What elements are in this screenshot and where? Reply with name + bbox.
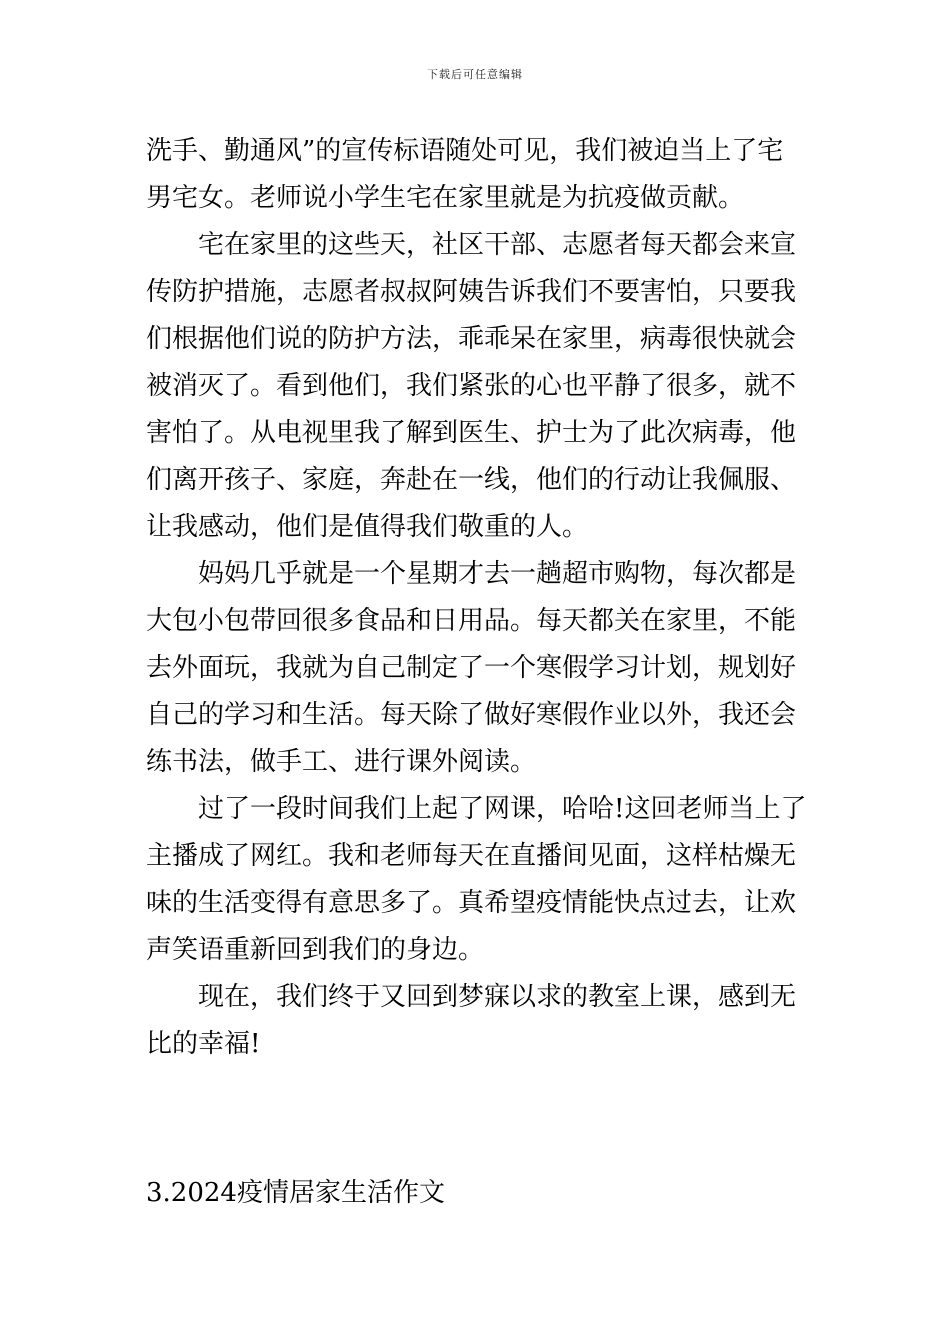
paragraph-start-line: 现在，我们终于又回到梦寐以求的教室上课，感到无 — [198, 982, 797, 1012]
section-heading: 3.2024疫情居家生活作文 — [146, 1178, 445, 1208]
text-line: 自己的学习和生活。每天除了做好寒假作业以外，我还会 — [146, 700, 797, 730]
paragraph-start-line: 宅在家里的这些天，社区干部、志愿者每天都会来宣 — [198, 230, 797, 260]
text-line: 们离开孩子、家庭，奔赴在一线，他们的行动让我佩服、 — [146, 465, 797, 495]
text-line: 练书法，做手工、进行课外阅读。 — [146, 747, 537, 777]
text-line: 声笑语重新回到我们的身边。 — [146, 935, 485, 965]
text-line: 比的幸福! — [146, 1029, 261, 1059]
text-line: 传防护措施，志愿者叔叔阿姨告诉我们不要害怕，只要我 — [146, 277, 797, 307]
text-line: 害怕了。从电视里我了解到医生、护士为了此次病毒，他 — [146, 418, 797, 448]
text-line: 洗手、勤通风”的宣传标语随处可见，我们被迫当上了宅 — [146, 136, 784, 166]
page-header: 下载后可任意编辑 — [427, 68, 523, 81]
paragraph-start-line: 过了一段时间我们上起了网课，哈哈!这回老师当上了 — [198, 794, 807, 824]
text-line: 味的生活变得有意思多了。真希望疫情能快点过去，让欢 — [146, 888, 797, 918]
essay-body — [146, 128, 808, 1068]
paragraph-start-line: 妈妈几乎就是一个星期才去一趟超市购物，每次都是 — [198, 559, 797, 589]
text-line: 去外面玩，我就为自己制定了一个寒假学习计划，规划好 — [146, 653, 797, 683]
text-line: 被消灭了。看到他们，我们紧张的心也平静了很多，就不 — [146, 371, 797, 401]
text-line: 大包小包带回很多食品和日用品。每天都关在家里，不能 — [146, 606, 797, 636]
text-line: 让我感动，他们是值得我们敬重的人。 — [146, 512, 589, 542]
text-line: 们根据他们说的防护方法，乖乖呆在家里，病毒很快就会 — [146, 324, 797, 354]
text-line: 男宅女。老师说小学生宅在家里就是为抗疫做贡献。 — [146, 183, 745, 213]
text-line: 主播成了网红。我和老师每天在直播间见面，这样枯燥无 — [146, 841, 797, 871]
